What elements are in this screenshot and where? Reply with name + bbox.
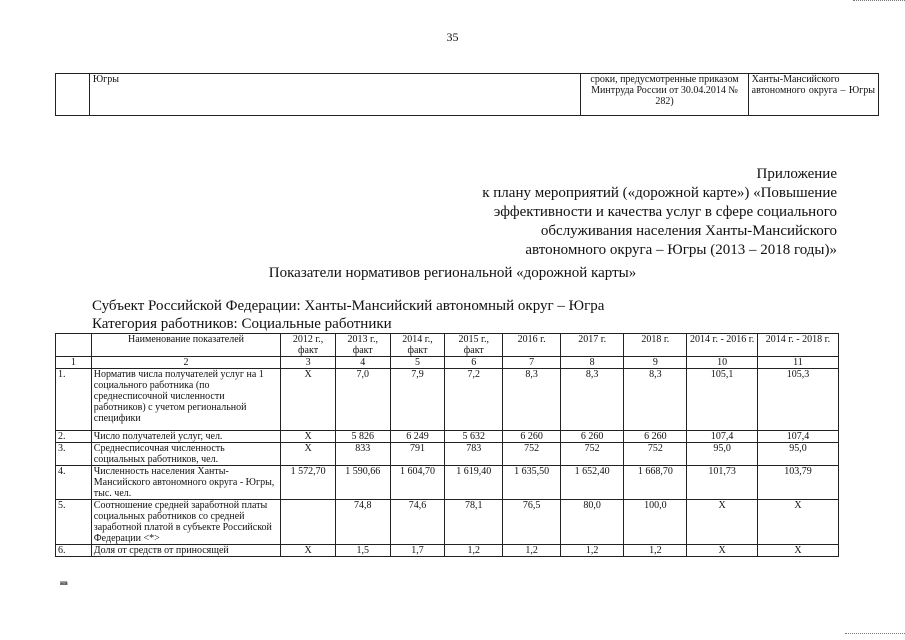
header-cell: 2012 г., факт bbox=[281, 334, 336, 357]
value-cell: 95,0 bbox=[687, 443, 758, 466]
value-cell: 783 bbox=[445, 443, 503, 466]
value-cell: 6 260 bbox=[561, 431, 624, 443]
indicators-table bbox=[55, 333, 839, 557]
appendix-line: эффективности и качества услуг в сфере социального bbox=[493, 204, 837, 220]
value-cell: 1 572,70 bbox=[281, 466, 336, 500]
value-cell: 752 bbox=[624, 443, 687, 466]
table-row bbox=[56, 466, 839, 500]
value-cell: 5 632 bbox=[445, 431, 503, 443]
value-cell: Х bbox=[281, 431, 336, 443]
value-cell: 78,1 bbox=[445, 500, 503, 545]
header-cell: 2014 г. - 2016 г. bbox=[687, 334, 758, 357]
fragment-cell-empty bbox=[56, 74, 90, 116]
value-cell: 1,5 bbox=[335, 545, 390, 557]
value-cell: 833 bbox=[335, 443, 390, 466]
row-number: 5. bbox=[56, 500, 92, 545]
column-number: 9 bbox=[624, 357, 687, 369]
value-cell: 76,5 bbox=[503, 500, 561, 545]
column-number: 2 bbox=[91, 357, 280, 369]
value-cell: 1,2 bbox=[503, 545, 561, 557]
value-cell: 7,9 bbox=[390, 369, 445, 431]
value-cell: 5 826 bbox=[335, 431, 390, 443]
value-cell: 1 635,50 bbox=[503, 466, 561, 500]
column-number: 7 bbox=[503, 357, 561, 369]
column-number: 8 bbox=[561, 357, 624, 369]
column-number: 1 bbox=[56, 357, 92, 369]
column-number: 6 bbox=[445, 357, 503, 369]
value-cell: 7,0 bbox=[335, 369, 390, 431]
column-number: 11 bbox=[757, 357, 838, 369]
table-row bbox=[56, 369, 839, 431]
value-cell: 100,0 bbox=[624, 500, 687, 545]
value-cell: Х bbox=[281, 369, 336, 431]
value-cell: Х bbox=[687, 500, 758, 545]
indicator-name: Среднесписочная численность социальных работников, чел. bbox=[91, 443, 280, 466]
table-header-row bbox=[56, 334, 839, 357]
value-cell: 1 652,40 bbox=[561, 466, 624, 500]
header-cell: 2015 г., факт bbox=[445, 334, 503, 357]
header-cell: 2016 г. bbox=[503, 334, 561, 357]
fragment-cell-deadline: сроки, предусмотренные приказом Минтруда России от 30.04.2014 № 282) bbox=[581, 74, 748, 116]
value-cell: 7,2 bbox=[445, 369, 503, 431]
value-cell: 1,2 bbox=[624, 545, 687, 557]
fragment-cell-region: Югры bbox=[89, 74, 581, 116]
value-cell: 74,8 bbox=[335, 500, 390, 545]
column-number: 3 bbox=[281, 357, 336, 369]
value-cell: Х bbox=[757, 500, 838, 545]
header-cell: Наименование показателей bbox=[91, 334, 280, 357]
table-row bbox=[56, 545, 839, 557]
value-cell: 752 bbox=[503, 443, 561, 466]
footer-mark: нв bbox=[60, 579, 68, 587]
fragment-cell-district: Ханты-Мансийского автономного округа – Югры bbox=[748, 74, 878, 116]
value-cell: Х bbox=[687, 545, 758, 557]
value-cell: 105,3 bbox=[757, 369, 838, 431]
value-cell: 1 668,70 bbox=[624, 466, 687, 500]
table-row bbox=[56, 500, 839, 545]
header-cell bbox=[56, 334, 92, 357]
indicator-name: Численность населения Ханты-Мансийского автономного округа - Югры, тыс. чел. bbox=[91, 466, 280, 500]
value-cell: 6 260 bbox=[503, 431, 561, 443]
subject-line: Субъект Российской Федерации: Ханты-Мансийский автономный округ – Югра bbox=[92, 298, 605, 314]
value-cell: 103,79 bbox=[757, 466, 838, 500]
scan-edge-mark bbox=[845, 633, 905, 634]
appendix-line: обслуживания населения Ханты-Мансийского bbox=[540, 223, 837, 239]
header-cell: 2013 г., факт bbox=[335, 334, 390, 357]
header-cell: 2014 г., факт bbox=[390, 334, 445, 357]
value-cell: 1,2 bbox=[445, 545, 503, 557]
row-number: 3. bbox=[56, 443, 92, 466]
table-row bbox=[56, 443, 839, 466]
value-cell: 1,2 bbox=[561, 545, 624, 557]
value-cell: Х bbox=[281, 545, 336, 557]
row-number: 6. bbox=[56, 545, 92, 557]
appendix-line: к плану мероприятий («дорожной карте») «Повышение bbox=[482, 185, 837, 201]
value-cell: 107,4 bbox=[757, 431, 838, 443]
row-number: 2. bbox=[56, 431, 92, 443]
value-cell: 1 619,40 bbox=[445, 466, 503, 500]
column-number: 4 bbox=[335, 357, 390, 369]
value-cell: 8,3 bbox=[503, 369, 561, 431]
value-cell: 105,1 bbox=[687, 369, 758, 431]
header-cell: 2018 г. bbox=[624, 334, 687, 357]
scan-edge-mark bbox=[853, 0, 905, 4]
value-cell bbox=[281, 500, 336, 545]
indicator-name: Норматив числа получателей услуг на 1 социального работника (по среднесписочной численности работников) с учетом региональной специфики bbox=[91, 369, 280, 431]
section-heading: Показатели нормативов региональной «дорожной карты» bbox=[268, 265, 637, 281]
indicator-name: Соотношение средней заработной платы социальных работников со средней заработной платой в субъекте Российской Федерации <*> bbox=[91, 500, 280, 545]
indicator-name: Доля от средств от приносящей bbox=[91, 545, 280, 557]
value-cell: Х bbox=[757, 545, 838, 557]
value-cell: 752 bbox=[561, 443, 624, 466]
value-cell: 80,0 bbox=[561, 500, 624, 545]
appendix-block bbox=[447, 165, 837, 260]
value-cell: 1 604,70 bbox=[390, 466, 445, 500]
page-number: 35 bbox=[446, 30, 459, 44]
appendix-line: автономного округа – Югры (2013 – 2018 годы)» bbox=[525, 242, 837, 258]
category-line: Категория работников: Социальные работники bbox=[92, 316, 392, 332]
value-cell: 791 bbox=[390, 443, 445, 466]
value-cell: 95,0 bbox=[757, 443, 838, 466]
column-number-row bbox=[56, 357, 839, 369]
value-cell: 6 249 bbox=[390, 431, 445, 443]
indicator-name: Число получателей услуг, чел. bbox=[91, 431, 280, 443]
appendix-line: Приложение bbox=[756, 166, 837, 182]
header-cell: 2014 г. - 2018 г. bbox=[757, 334, 838, 357]
value-cell: 6 260 bbox=[624, 431, 687, 443]
row-number: 1. bbox=[56, 369, 92, 431]
value-cell: 74,6 bbox=[390, 500, 445, 545]
row-number: 4. bbox=[56, 466, 92, 500]
column-number: 10 bbox=[687, 357, 758, 369]
value-cell: 1,7 bbox=[390, 545, 445, 557]
continued-table-fragment bbox=[55, 73, 879, 116]
value-cell: 8,3 bbox=[624, 369, 687, 431]
table-row bbox=[56, 431, 839, 443]
column-number: 5 bbox=[390, 357, 445, 369]
header-cell: 2017 г. bbox=[561, 334, 624, 357]
value-cell: Х bbox=[281, 443, 336, 466]
value-cell: 8,3 bbox=[561, 369, 624, 431]
value-cell: 101,73 bbox=[687, 466, 758, 500]
value-cell: 107,4 bbox=[687, 431, 758, 443]
value-cell: 1 590,66 bbox=[335, 466, 390, 500]
